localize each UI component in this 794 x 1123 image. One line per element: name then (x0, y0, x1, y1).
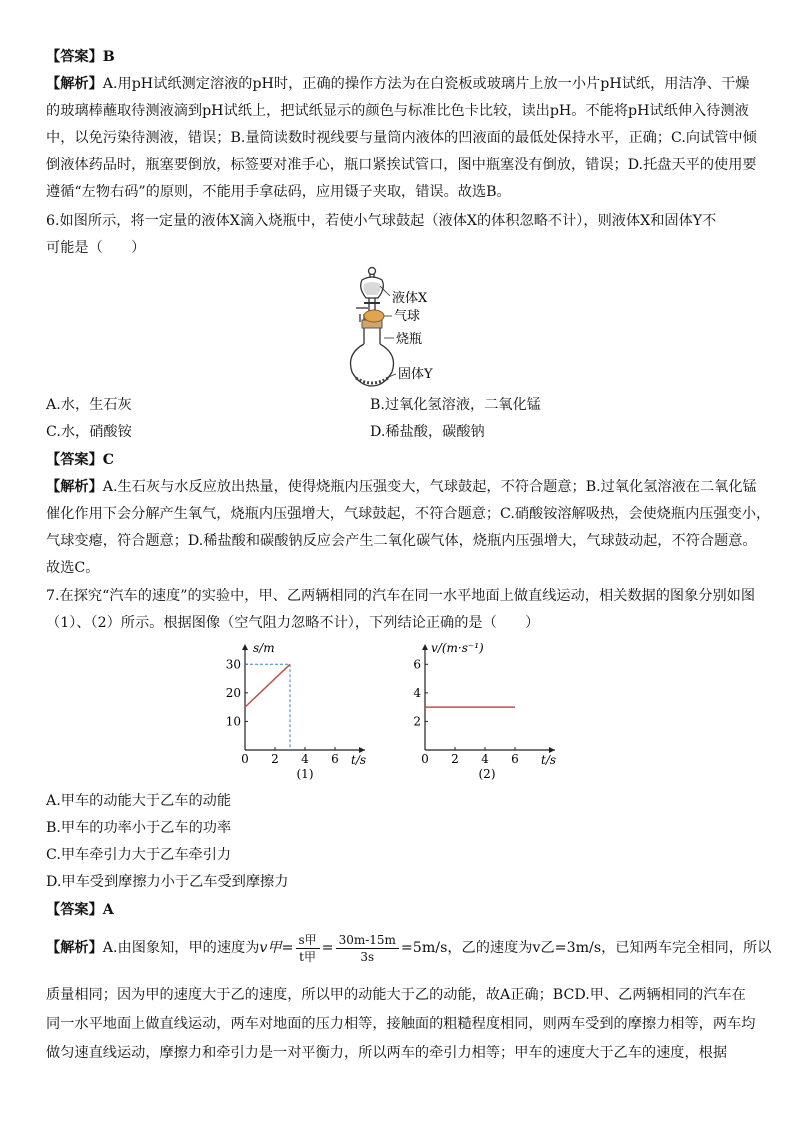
chart-2-x-tick: 2 (451, 752, 459, 766)
chart-2-x-tick: 0 (421, 752, 429, 766)
chart-1-caption: (1) (296, 767, 314, 780)
chart-1-series-line (245, 664, 290, 707)
q6-analysis-line-2: 催化作用下会分解产生氧气，烧瓶内压强增大，气球鼓起，不符合题意；C.硝酸铵溶解吸热，会使烧瓶内压强变小， (46, 506, 771, 522)
flask-apparatus-figure (340, 262, 480, 392)
chart-1-x-tick: 6 (331, 752, 339, 766)
chart-1-x-tick: 4 (301, 752, 309, 766)
q5-analysis-line-1: 【解析】A.用pH试纸测定溶液的pH时，正确的操作方法为在白瓷板或玻璃片上放一小片pH试纸，用洁净、干燥 (46, 76, 750, 92)
q7-analysis-line-3: 同一水平地面上做直线运动，两车对地面的压力相等，接触面的粗糙程度相同，则两车受到的摩擦力相等，两车均 (46, 1016, 756, 1032)
chart-1-y-tick: 30 (225, 657, 241, 672)
q6-option-c: C.水，硝酸铵 (46, 424, 132, 440)
fraction-s-over-t: $\frac{\text{s甲}}{\text{t甲}}$ (296, 932, 320, 965)
q6-option-a: A.水，生石灰 (46, 397, 132, 413)
q5-answer: 【答案】B (46, 49, 115, 65)
chart-2-xlabel: t/s (541, 753, 557, 767)
q6-option-d: D.稀盐酸，碳酸钠 (370, 424, 485, 440)
q7-option-a: A.甲车的动能大于乙车的动能 (46, 793, 232, 809)
figure-label-flask: 烧瓶 (396, 332, 423, 347)
chart-1-x-tick: 2 (271, 752, 279, 766)
q6-analysis-line-3: 气球变瘪，符合题意；D.稀盐酸和碳酸钠反应会产生二氧化碳气体，烧瓶内压强增大，气球鼓动起，不符合题意。 (46, 533, 757, 549)
chart-2-y-tick: 2 (413, 714, 421, 729)
chart-2-caption: (2) (478, 767, 496, 780)
chart-2-velocity-time (405, 640, 570, 780)
q5-analysis-line-5: 遵循“左物右码”的原则，不能用手拿砝码，应用镊子夹取，错误。故选B。 (46, 184, 511, 200)
q6-stem-line-1: 6.如图所示，将一定量的液体X滴入烧瓶中，若使小气球鼓起（液体X的体积忽略不计），则液体X和固体Y不 (46, 213, 717, 229)
q6-analysis-line-1: 【解析】A.生石灰与水反应放出热量，使得烧瓶内压强变大，气球鼓起，不符合题意；B.过氧化氢溶液在二氧化锰 (46, 479, 757, 495)
chart-2-y-tick: 6 (413, 657, 421, 672)
chart-2-x-tick: 4 (481, 752, 489, 766)
q5-analysis-line-2: 的玻璃棒蘸取待测液滴到pH试纸上，把试纸显示的颜色与标准比色卡比较，读出pH。不能将pH试纸伸入待测液 (46, 103, 749, 119)
figure-label-balloon: 气球 (394, 309, 421, 324)
q7-option-d: D.甲车受到摩擦力小于乙车受到摩擦力 (46, 874, 289, 890)
v-jia-symbol: v甲 (259, 940, 282, 956)
q6-answer: 【答案】C (46, 452, 115, 468)
q6-analysis-line-4: 故选C。 (46, 560, 100, 576)
chart-2-ylabel: v/(m·s⁻¹) (431, 641, 484, 655)
q7-analysis-line-1: 【解析】A.由图象知，甲的速度为v甲= $\frac{\text{s甲}}{\text{t甲}}$ = $\frac{30m-15m}{3s}$ =5m/s，乙的速度为v乙=3m/s，已知两车完全相同，所以 (46, 932, 772, 964)
chart-1-y-tick: 20 (225, 685, 241, 700)
q5-analysis-line-3: 中，以免污染待测液，错误；B.量筒读数时视线要与量筒内液体的凹液面的最低处保持水平，正确；C.向试管中倾 (46, 130, 757, 146)
q7-analysis-line-2: 质量相同；因为甲的速度大于乙的速度，所以甲的动能大于乙的动能，故A正确；BCD.甲、乙两辆相同的汽车在 (46, 987, 746, 1003)
q7-stem-line-2: （1）、（2）所示。根据图像（空气阻力忽略不计），下列结论正确的是（ ） (46, 615, 540, 631)
chart-1-x-tick: 0 (241, 752, 249, 766)
q5-analysis-line-4: 倒液体药品时，瓶塞要倒放，标签要对准手心，瓶口紧挨试管口，图中瓶塞没有倒放，错误；D.托盘天平的使用要 (46, 157, 757, 173)
figure-label-liquid-x: 液体X (392, 291, 428, 306)
chart-2-x-tick: 6 (511, 752, 519, 766)
q7-option-c: C.甲车牵引力大于乙车牵引力 (46, 847, 232, 863)
chart-2-y-tick: 4 (413, 685, 421, 700)
chart-1-displacement-time (225, 640, 375, 780)
q7-answer: 【答案】A (46, 902, 114, 918)
q6-option-b: B.过氧化氢溶液，二氧化锰 (370, 397, 541, 413)
q7-analysis-line-4: 做匀速直线运动，摩擦力和牵引力是一对平衡力，所以两车的牵引力相等；甲车的速度大于乙车的速度，根据 (46, 1045, 728, 1061)
q7-option-b: B.甲车的功率小于乙车的功率 (46, 820, 232, 836)
chart-1-xlabel: t/s (351, 753, 367, 767)
q7-stem-line-1: 7.在探究“汽车的速度”的实验中，甲、乙两辆相同的汽车在同一水平地面上做直线运动，相关数据的图象分别如图 (46, 588, 756, 604)
fraction-distance-over-time: $\frac{30m-15m}{3s}$ (336, 932, 399, 965)
chart-1-y-tick: 10 (225, 714, 241, 729)
chart-1-ylabel: s/m (253, 641, 275, 655)
figure-label-solid-y: 固体Y (398, 367, 433, 382)
q6-stem-line-2: 可能是（ ） (46, 240, 146, 256)
